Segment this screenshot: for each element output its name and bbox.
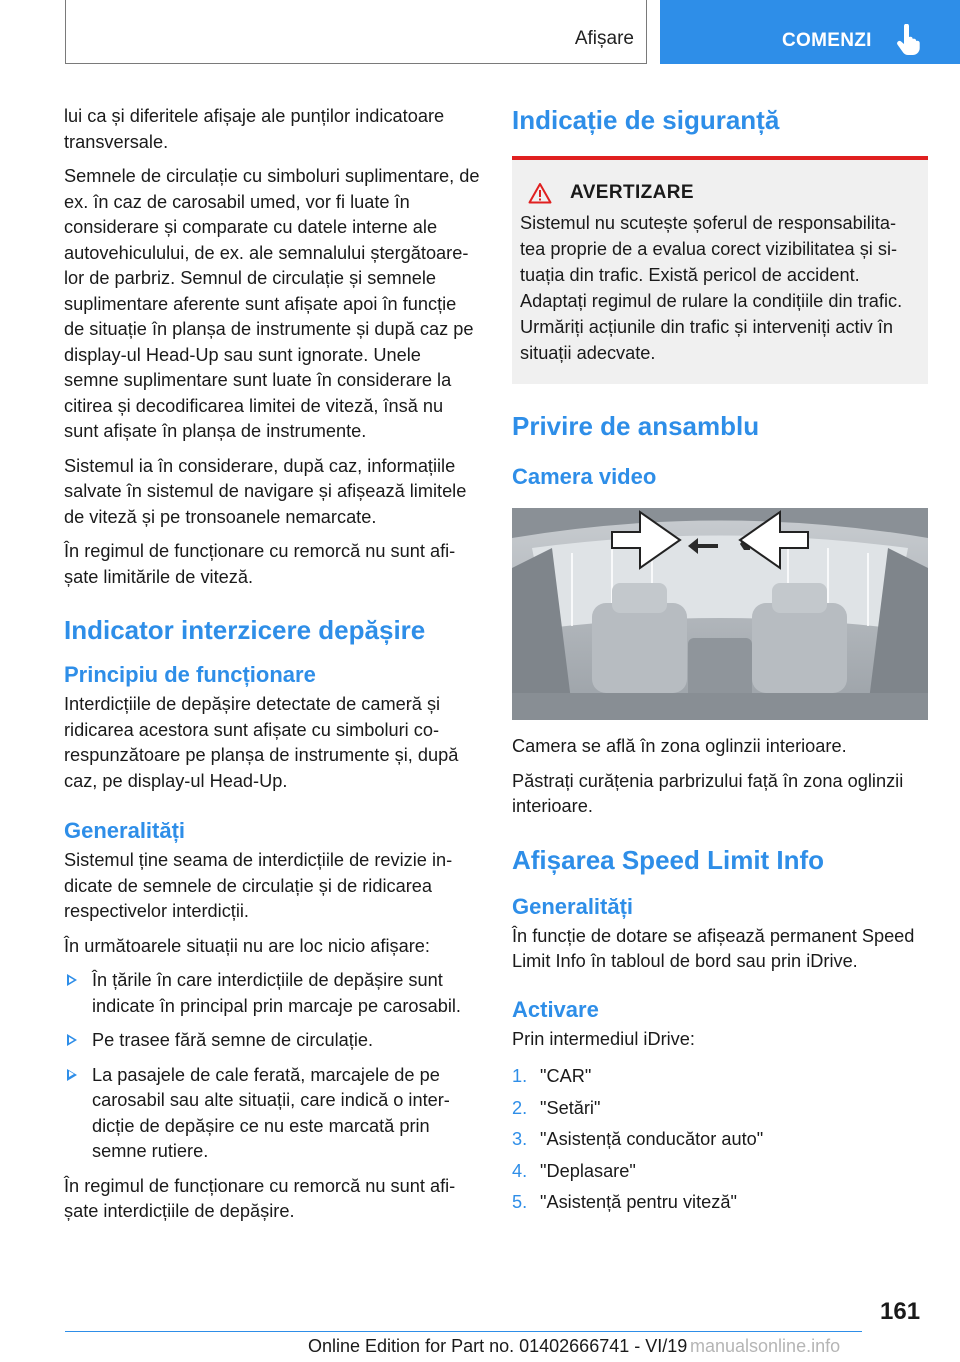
- camera-location-photo: [512, 508, 928, 720]
- footer-rule: [65, 1331, 862, 1332]
- paragraph: În următoarele situații nu are loc nicio afișare:: [64, 935, 430, 956]
- header-section-box: [65, 0, 647, 64]
- header-section-title: Afișare: [574, 28, 634, 49]
- header-chapter-tab[interactable]: [660, 0, 960, 64]
- heading-speed-limit-info: Afișarea Speed Limit Info: [512, 844, 825, 875]
- paragraph: Camera se află în zona oglinzii interioare.: [512, 736, 847, 756]
- bullet-list: [64, 968, 480, 1165]
- hand-pointer-icon: [896, 24, 922, 56]
- heading-camera: Camera video: [512, 464, 657, 489]
- page-number: 161: [880, 1298, 921, 1325]
- header-chapter-title: COMENZI: [782, 30, 872, 51]
- paragraph: Prin intermediul iDrive:: [512, 1028, 695, 1049]
- heading-activate: Activare: [512, 996, 599, 1022]
- right-column: [512, 104, 928, 1222]
- heading-general: Generalități: [512, 893, 634, 919]
- list-item: 2. "Setări": [512, 1097, 601, 1118]
- warning-title: AVERTIZARE: [570, 182, 694, 203]
- paragraph: Semnele de circulație cu simboluri suplimentare, de ex. în caz de carosabil umed, vor fi luate în considerare și comparate cu datele interne ale autovehiculului, de ex. ale semnalului ștergătoare-lor de parbriz. Semnul de circulație și semnele suplimentare aferente sunt afișate apoi în funcție de situație în planșa de instrumente și după caz pe display-ul Head-Up sau sunt ignorate. Unele semne suplimentare sunt luate în considerare la citirea și decodificarea limitei de viteză, însă nu sunt afișate în planșa de instrumente.: [64, 166, 480, 441]
- heading-safety: Indicație de siguranță: [512, 105, 780, 135]
- paragraph: Păstrați curățenia parbrizului față în zona oglinzii interioare.: [512, 770, 904, 816]
- warning-box: [512, 156, 928, 384]
- list-item: 4. "Deplasare": [512, 1160, 636, 1181]
- paragraph: Interdicțiile de depășire detectate de cameră și ridicarea acestora sunt afișate cu simboluri co-respunzătoare pe planșa de instrumente și, după caz, pe display-ul Head-Up.: [64, 694, 459, 791]
- paragraph: În regimul de funcționare cu remorcă nu sunt afi-șate interdicțiile de depășire.: [64, 1175, 456, 1221]
- steps-list: [512, 1064, 928, 1216]
- list-item: La pasajele de cale ferată, marcajele de pe carosabil sau alte situații, care indică o inter-dicție de depășire ce nu este marcată prin semne rutiere.: [64, 1063, 480, 1165]
- heading-general: Generalități: [64, 818, 186, 843]
- heading-overview: Privire de ansamblu: [512, 411, 760, 441]
- list-item: 3. "Asistență conducător auto": [512, 1129, 764, 1149]
- paragraph: În regimul de funcționare cu remorcă nu sunt afi-șate limitările de viteză.: [64, 541, 456, 587]
- paragraph: Sistemul ține seama de interdicțiile de revizie in-dicate de semnele de circulație și de ridicarea respectivelor interdicții.: [64, 850, 453, 921]
- paragraph: lui ca și diferitele afișaje ale punților indicatoare transversale.: [64, 106, 445, 152]
- left-column: [64, 104, 480, 1234]
- watermark: manualsonline.info: [690, 1336, 841, 1356]
- triangle-bullet-icon: [67, 1069, 77, 1081]
- list-item: Pe trasee fără semne de circulație.: [64, 1028, 480, 1054]
- heading-principle: Principiu de funcționare: [64, 662, 316, 687]
- warning-text: Sistemul nu scutește șoferul de responsabilita-tea proprie de a evalua corect vizibilitatea și si-tuația din trafic. Există pericol de accident. Adaptați regimul de rulare la condițiile din trafic. Urmăriți acțiunile din trafic și interveniți activ în situații adecvate.: [520, 213, 903, 363]
- triangle-bullet-icon: [67, 1034, 77, 1046]
- list-item: 1. "CAR": [512, 1066, 592, 1086]
- paragraph: În funcție de dotare se afișează permanent Speed Limit Info în tabloul de bord sau prin iDrive.: [512, 925, 915, 971]
- heading-overtake-indicator: Indicator interzicere depășire: [64, 615, 426, 645]
- paragraph: Sistemul ia în considerare, după caz, informațiile salvate în sistemul de navigare și afișează limitele de viteză și pe tronsoanele nemarcate.: [64, 455, 467, 527]
- warning-triangle-icon: [528, 182, 552, 204]
- triangle-bullet-icon: [67, 974, 77, 986]
- list-item: 5. "Asistență pentru viteză": [512, 1192, 737, 1212]
- footer-edition: Online Edition for Part no. 01402666741 - VI/19: [308, 1336, 688, 1356]
- list-item: În țările în care interdicțiile de depășire sunt indicate în principal prin marcaje pe carosabil.: [64, 968, 480, 1019]
